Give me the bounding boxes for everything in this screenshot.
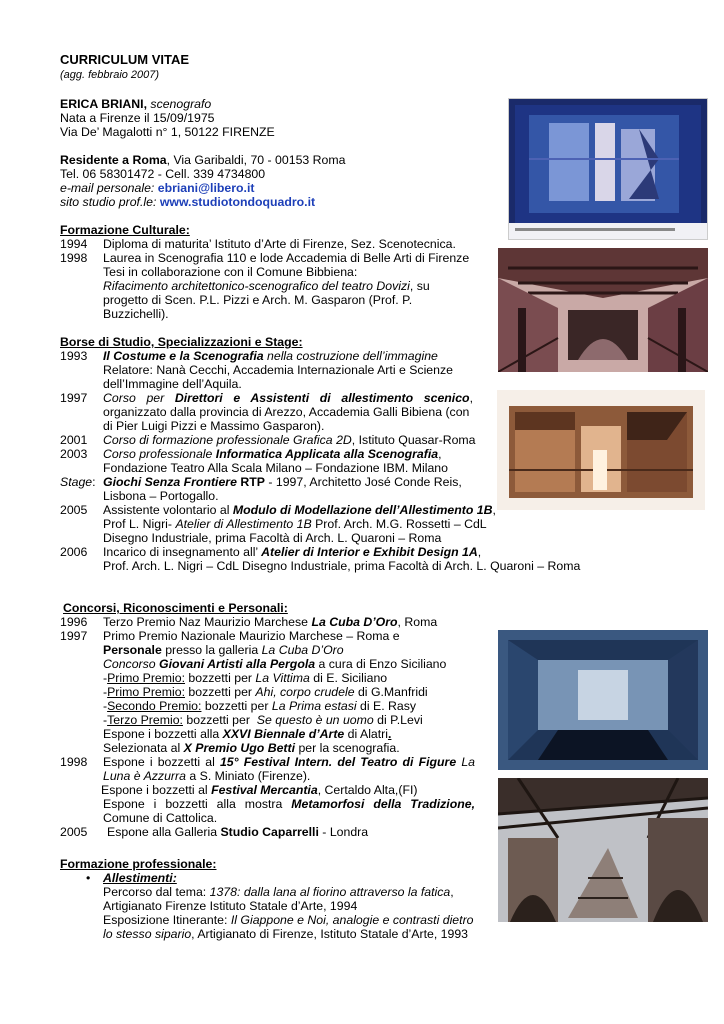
gallery-prefix: presso la galleria (161, 643, 262, 657)
personale-label: Personale (103, 643, 162, 657)
email-line (60, 181, 254, 195)
stage-entry (103, 475, 462, 489)
update-date: (agg. febbraio 2007) (60, 69, 160, 81)
exhibition-place: , Artigianato di Firenze, Istituto Statale d’Arte, 1993 (191, 927, 469, 941)
exhibit-prefix: Espone i bozzetti al (101, 783, 212, 797)
concorsi-year-2005: 2005 (60, 825, 88, 839)
stage-design-image-4 (498, 630, 708, 770)
email-link[interactable]: ebriani@libero.it (157, 181, 255, 195)
prize-label: Primo Premio: (107, 671, 186, 685)
allestimenti-heading: Allestimenti: (103, 871, 177, 885)
section-heading-formazione-culturale: Formazione Culturale: (60, 223, 190, 237)
prize-dash: - (103, 671, 108, 685)
award-text: Terzo Premio Naz Maurizio Marchese (103, 615, 312, 629)
play-author: di E. Rasy (356, 699, 417, 713)
prize-label: Primo Premio: (107, 685, 186, 699)
prize-line-2 (103, 685, 428, 699)
atelier-title: Atelier di Allestimento 1B (175, 517, 312, 531)
allestimenti-line-1 (103, 885, 454, 899)
fc-entry-1994: Diploma di maturita’ Istituto d’Arte di Firenze, Sez. Scenotecnica. (103, 237, 456, 251)
borse-entry-1997-line2: organizzato dalla provincia di Arezzo, Accademia Galli Bibiena (con (103, 405, 470, 419)
name: ERICA BRIANI, (60, 97, 147, 111)
contest-prefix: Concorso (103, 657, 160, 671)
concorsi-entry-1998-line2 (103, 769, 310, 783)
fc-year-1994: 1994 (60, 237, 88, 251)
borse-year-1993: 1993 (60, 349, 88, 363)
thesis-title: Rifacimento architettonico-scenografico del teatro Dovizi (103, 279, 410, 293)
entry-suffix: , (492, 503, 496, 517)
thesis-title-suffix: , su (409, 279, 430, 293)
stage-design-image-5 (498, 778, 708, 922)
email-label: e-mail personale: (60, 181, 155, 195)
festival-place: a S. Miniato (Firenze). (185, 769, 311, 783)
borse-entry-2005-line2 (103, 517, 487, 531)
course-subtitle: nella costruzione dell’immagine (263, 349, 438, 363)
stage-design-image-1 (508, 98, 708, 240)
festival-title: Festival Mercantia (211, 783, 318, 797)
exhibit-prefix: Espone i bozzetti al (103, 755, 220, 769)
stage-label: Stage (60, 475, 93, 489)
section-heading-concorsi: Concorsi, Riconoscimenti e Personali: (63, 601, 288, 615)
allestimenti-line-4 (103, 927, 468, 941)
fc-year-1998: 1998 (60, 251, 88, 265)
play-title: Ahi, corpo crudele (255, 685, 355, 699)
fc-thesis: Tesi in collaborazione con il Comune Bibbiena: (103, 265, 358, 279)
course-title: Informatica Applicata alla Scenografia (215, 447, 439, 461)
borse-year-1997: 1997 (60, 391, 88, 405)
selection-prefix: Selezionata al (103, 741, 184, 755)
concorsi-year-1996: 1996 (60, 615, 88, 629)
entry-detail: Prof. Arch. M.G. Rossetti – CdL (311, 517, 487, 531)
exhibition-title: Il Giappone e Noi, analogie e contrasti dietro (230, 913, 474, 927)
prize-title: X Premio Ugo Betti (183, 741, 296, 755)
fc-entry-1998: Laurea in Scenografia 110 e lode Accademia di Belle Arti di Firenze (103, 251, 470, 265)
exhibition-prefix: Esposizione Itinerante: (103, 913, 231, 927)
gallery-name: La Cuba D’Oro (261, 643, 344, 657)
gallery-name: Studio Caparrelli (220, 825, 319, 839)
stage-colon: : (92, 475, 96, 489)
borse-entry-2006 (103, 545, 481, 559)
borse-year-2006: 2006 (60, 545, 88, 559)
concorsi-entry-1997-line3 (103, 657, 446, 671)
address: Via De’ Magalotti n° 1, 50122 FIRENZE (60, 125, 275, 139)
theme-prefix: Percorso dal tema: (103, 885, 210, 899)
prize-line-3 (103, 699, 416, 713)
site-line (60, 195, 315, 209)
entry-prof: Prof L. Nigri- (103, 517, 176, 531)
exhibition-title: Metamorfosi della Tradizione, (291, 797, 475, 811)
prize-text: bozzetti per (201, 699, 272, 713)
ugo-betti-line (103, 741, 400, 755)
role: scenografo (150, 97, 212, 111)
borse-entry-2006-line2: Prof. Arch. L. Nigri – CdL Disegno Industriale, prima Facoltà di Arch. L. Quaroni – Roma (103, 559, 581, 573)
exhibit-dot: . (388, 727, 392, 741)
concorsi-year-1998: 1998 (60, 755, 88, 769)
entry-prefix: Incarico di insegnamento all’ (103, 545, 262, 559)
concorsi-entry-1997-line2 (103, 643, 344, 657)
course-suffix: , (438, 447, 442, 461)
play-author: di P.Levi (373, 713, 423, 727)
borse-entry-2005-line3: Disegno Industriale, prima Facoltà di Arch. L. Quaroni – Roma (103, 531, 442, 545)
borse-entry-1997 (103, 391, 473, 405)
concorsi-year-1997: 1997 (60, 629, 88, 643)
prize-label: Secondo Premio: (107, 699, 202, 713)
allestimenti-line-3 (103, 913, 474, 927)
play-title: La Prima estasi (271, 699, 357, 713)
exhibit-place: di Alatri (344, 727, 389, 741)
borse-year-2003: 2003 (60, 447, 88, 461)
concorsi-entry-1998-line3 (101, 783, 417, 797)
course-prefix: Corso professionale (103, 447, 216, 461)
stage-design-image-2 (498, 248, 708, 372)
contest-curator: a cura di Enzo Siciliano (315, 657, 447, 671)
stage-title: Giochi Senza Frontiere (103, 475, 237, 489)
name-line (60, 97, 211, 111)
concorsi-entry-1998-line5: Comune di Cattolica. (103, 811, 218, 825)
allestimenti-line-2: Artigianato Firenze Istituto Statale d’Arte, 1994 (103, 899, 358, 913)
stage-design-image-3 (497, 390, 705, 510)
prize-line-4 (103, 713, 423, 727)
entry-suffix: , (477, 545, 482, 559)
biennale-line (103, 727, 391, 741)
section-heading-formazione-professionale: Formazione professionale: (60, 857, 217, 871)
play-title: La Vittima (255, 671, 310, 685)
residence-label: Residente a Roma (60, 153, 167, 167)
festival-title-cont: La (456, 755, 475, 769)
course-prefix: Corso per (103, 391, 175, 405)
borse-entry-1993-line2: Relatore: Nanà Cecchi, Accademia Internazionale Arti e Scienze (103, 363, 453, 377)
course-place: , Istituto Quasar-Roma (351, 433, 476, 447)
entry-prefix: Assistente volontario al (103, 503, 233, 517)
borse-entry-2003 (103, 447, 442, 461)
biennale-title: XXVI Biennale d’Arte (222, 727, 345, 741)
borse-entry-1997-line3: di Pier Luigi Pizzi e Massimo Gasparon). (103, 419, 325, 433)
borse-entry-2003-line2: Fondazione Teatro Alla Scala Milano – Fondazione IBM. Milano (103, 461, 448, 475)
gallery-city: - Londra (318, 825, 369, 839)
borse-entry-2005 (103, 503, 496, 517)
award-place: , Roma (397, 615, 438, 629)
prize-line-1 (103, 671, 387, 685)
course-title: Corso di formazione professionale Grafica 2D (103, 433, 352, 447)
exhibit-prefix: Espone i bozzetti alla (103, 727, 223, 741)
exhibit-prefix: Espone alla Galleria (107, 825, 221, 839)
exhibit-prefix: Espone i bozzetti alla mostra (103, 797, 292, 811)
concorsi-entry-1998 (103, 755, 475, 769)
play-title: Se questo è un uomo (256, 713, 374, 727)
fc-thesis-title (103, 279, 430, 293)
stage-rtp: RTP (236, 475, 265, 489)
borse-entry-1993-line3: dell’Immagine dell’Aquila. (103, 377, 242, 391)
festival-place: , Certaldo Alta,(FI) (317, 783, 418, 797)
atelier-title: Atelier di Interior e Exhibit Design 1A (261, 545, 478, 559)
prize-text: bozzetti per (185, 685, 256, 699)
selection-suffix: per la scenografia. (295, 741, 400, 755)
stage-detail: - 1997, Architetto José Conde Reis, (264, 475, 462, 489)
contest-title: Giovani Artisti alla Pergola (159, 657, 316, 671)
prize-text: bozzetti per (185, 671, 256, 685)
course-suffix: , (469, 391, 473, 405)
play-author: di G.Manfridi (354, 685, 428, 699)
course-title: Il Costume e la Scenografia (103, 349, 264, 363)
festival-subtitle: Luna è Azzurra (103, 769, 186, 783)
residence-address: , Via Garibaldi, 70 - 00153 Roma (166, 153, 346, 167)
borse-year-2005: 2005 (60, 503, 88, 517)
prize-dash: - (103, 713, 108, 727)
prize-label: Terzo Premio: (107, 713, 183, 727)
site-label: sito studio prof.le: (60, 195, 157, 209)
borse-entry-2001 (103, 433, 476, 447)
prize-dash: - (103, 685, 108, 699)
concorsi-entry-1997: Primo Premio Nazionale Maurizio Marchese – Roma e (103, 629, 400, 643)
phone: Tel. 06 58301472 - Cell. 339 4734800 (60, 167, 266, 181)
bullet-icon: • (86, 871, 91, 885)
course-title: Direttori e Assistenti di allestimento scenico (174, 391, 470, 405)
concorsi-entry-2005 (107, 825, 368, 839)
award-title: La Cuba D’Oro (311, 615, 398, 629)
theme-title: 1378: dalla lana al fiorino attraverso la fatica (209, 885, 451, 899)
festival-title: 15° Festival Intern. del Teatro di Figure (219, 755, 457, 769)
borse-year-2001: 2001 (60, 433, 88, 447)
birth: Nata a Firenze il 15/09/1975 (60, 111, 215, 125)
section-heading-borse: Borse di Studio, Specializzazioni e Stage: (60, 335, 303, 349)
borse-entry-1993 (103, 349, 438, 363)
stage-entry-line2: Lisbona – Portogallo. (103, 489, 219, 503)
theme-suffix: , (450, 885, 454, 899)
play-author: di E. Siciliano (309, 671, 388, 685)
prize-text: bozzetti per (182, 713, 257, 727)
concorsi-entry-1996 (103, 615, 437, 629)
concorsi-entry-1998-line4 (103, 797, 475, 811)
page-title: CURRICULUM VITAE (60, 52, 190, 67)
fc-thesis-project: progetto di Scen. P.L. Pizzi e Arch. M. Gasparon (Prof. P. (103, 293, 413, 307)
stage-label-line (60, 475, 96, 489)
module-title: Modulo di Modellazione dell’Allestimento 1B (232, 503, 493, 517)
site-link[interactable]: www.studiotondoquadro.it (159, 195, 316, 209)
exhibition-title-cont: lo stesso sipario (103, 927, 192, 941)
prize-dash: - (103, 699, 108, 713)
fc-thesis-prof: Buzzichelli). (103, 307, 169, 321)
residence (60, 153, 345, 167)
